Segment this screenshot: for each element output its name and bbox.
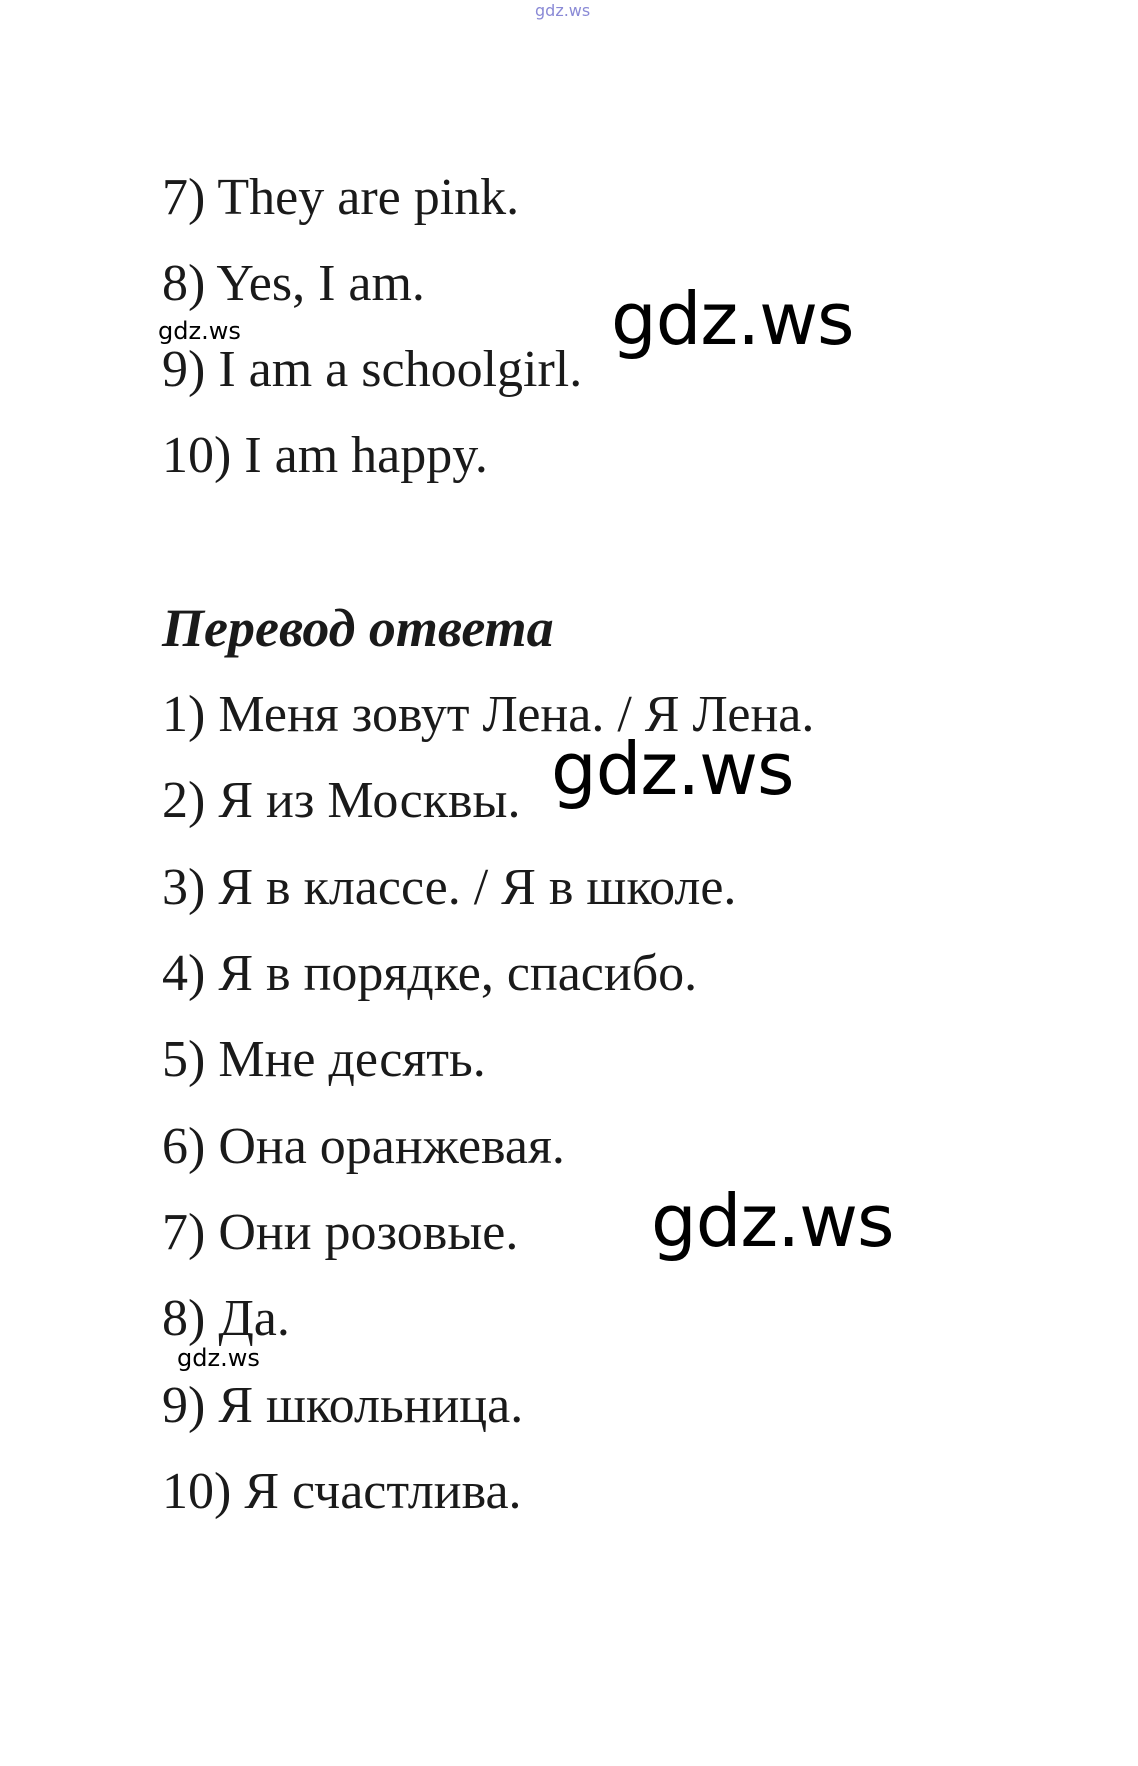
watermark-large-2: gdz.ws [551,727,794,811]
watermark-small-1: gdz.ws [158,317,241,345]
translation-number: 9) [162,1377,206,1434]
answer-text: They are pink. [217,169,520,226]
watermark-small-2: gdz.ws [177,1344,260,1372]
translation-text: Я в порядке, спасибо. [218,945,698,1002]
translation-line-7 [162,1203,518,1263]
watermark-large-3: gdz.ws [651,1179,894,1263]
answer-number: 8) [162,255,206,312]
translation-number: 10) [162,1463,232,1520]
translation-line-8 [162,1289,290,1349]
answer-number: 7) [162,169,206,226]
translation-line-5 [162,1030,486,1090]
translation-heading: Перевод ответа [162,598,554,658]
translation-number: 1) [162,686,206,743]
translation-number: 8) [162,1290,206,1347]
translation-line-9 [162,1376,523,1436]
translation-text: Я в классе. / Я в школе. [218,859,737,916]
translation-number: 5) [162,1031,206,1088]
translation-line-3 [162,858,736,918]
answer-line-9 [162,340,582,400]
translation-text: Я из Москвы. [218,772,521,829]
translation-number: 7) [162,1204,206,1261]
translation-text: Я школьница. [218,1377,524,1434]
translation-line-2 [162,771,520,831]
translation-text: Я счастлива. [244,1463,522,1520]
translation-number: 6) [162,1118,206,1175]
translation-line-6 [162,1117,565,1177]
answer-text: Yes, I am. [216,255,425,312]
answer-number: 9) [162,341,206,398]
translation-number: 4) [162,945,206,1002]
translation-number: 2) [162,772,206,829]
translation-text: Да. [218,1290,290,1347]
translation-text: Меня зовут Лена. / Я Лена. [218,686,815,743]
translation-text: Они розовые. [218,1204,519,1261]
translation-text: Она оранжевая. [218,1118,565,1175]
answer-number: 10) [162,427,232,484]
answer-text: I am happy. [244,427,488,484]
answer-line-7 [162,168,519,228]
watermark-large-1: gdz.ws [611,277,854,361]
translation-line-10 [162,1462,522,1522]
translation-line-4 [162,944,697,1004]
translation-text: Мне десять. [218,1031,486,1088]
answer-text: I am a schoolgirl. [218,341,583,398]
watermark-top: gdz.ws [535,1,591,20]
answer-line-10 [162,426,488,486]
answer-line-8 [162,254,425,314]
translation-number: 3) [162,859,206,916]
